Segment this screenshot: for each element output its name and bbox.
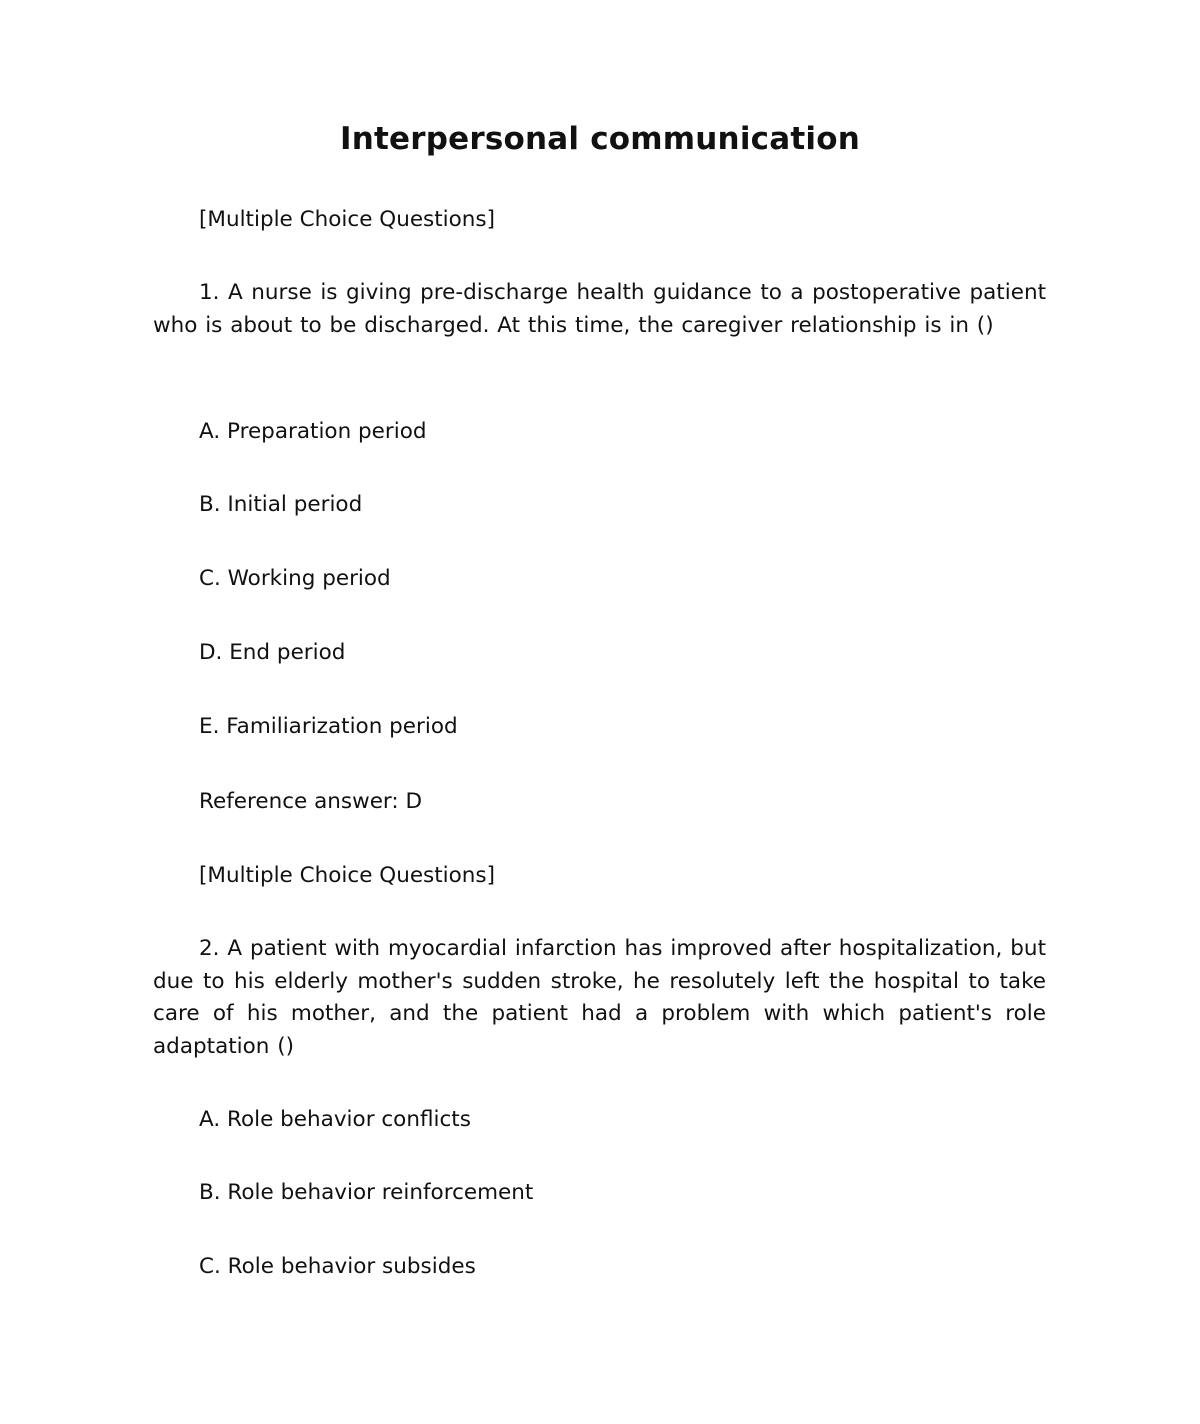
document-title: Interpersonal communication (340, 121, 860, 157)
answer-option: B. Initial period (199, 492, 363, 517)
answer-option: A. Preparation period (199, 419, 427, 444)
section-heading: [Multiple Choice Questions] (199, 863, 496, 888)
answer-option: C. Role behavior subsides (199, 1254, 476, 1279)
answer-option: A. Role behavior conflicts (199, 1107, 471, 1132)
answer-option: D. End period (199, 640, 346, 665)
answer-option: B. Role behavior reinforcement (199, 1180, 534, 1205)
answer-option: C. Working period (199, 566, 391, 591)
question-text: 1. A nurse is giving pre-discharge health guidance to a postoperative patient who is about to be discharged. At this time, the caregiver relationship is in () (153, 280, 1046, 338)
reference-answer: Reference answer: D (199, 789, 423, 814)
section-heading: [Multiple Choice Questions] (199, 207, 496, 232)
answer-option: E. Familiarization period (199, 714, 458, 739)
question-text: 2. A patient with myocardial infarction has improved after hospitalization, but due to his elderly mother's sudden stroke, he resolutely left the hospital to take care of his mother, and the patient had a problem with which patient's role adaptation () (153, 936, 1046, 1059)
